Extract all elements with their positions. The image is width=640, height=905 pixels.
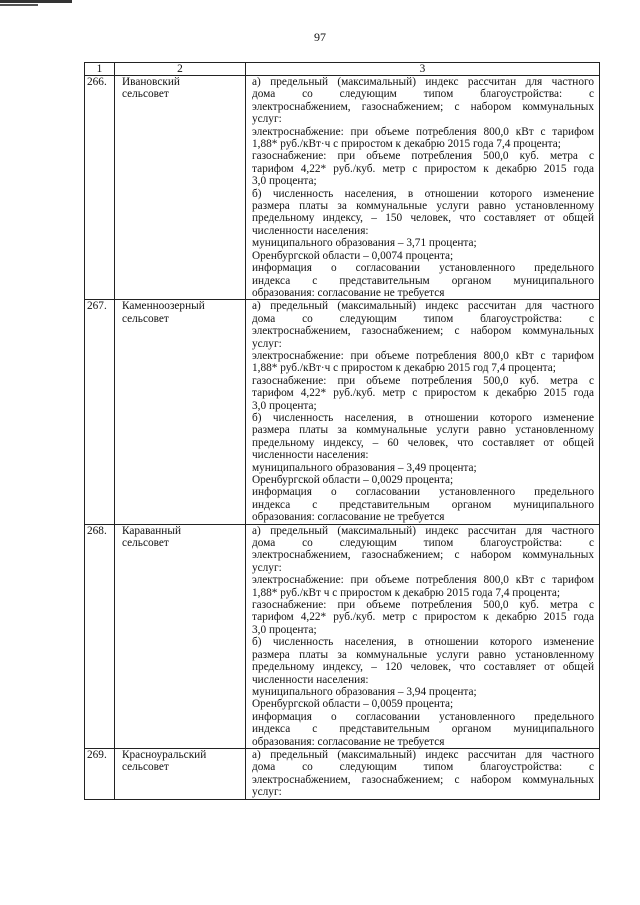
municipality-name	[115, 76, 246, 300]
page-number: 97	[314, 30, 326, 44]
index-description	[246, 300, 600, 524]
description-line: электроснабжением, газоснабжением; с набором коммунальных	[252, 325, 594, 338]
tariff-table	[84, 62, 600, 800]
description-line: образования: согласование не требуется	[252, 735, 445, 748]
table-row	[85, 748, 600, 799]
description-line: б) численность населения, в отношении которого изменение	[252, 636, 594, 649]
description-line: индекса с представительным органом муниципального	[252, 274, 594, 287]
row-number: 268.	[85, 524, 115, 748]
municipality-name-line: Караванный	[122, 524, 181, 537]
description-line: 1,88* руб./кВт ч с приростом к декабрю 2015 года 7,4 процента;	[252, 586, 560, 599]
description-line: 3,0 процента;	[252, 623, 317, 636]
description-line: предельному индексу, – 60 человек, что составляет от общей	[252, 436, 594, 449]
description-line: 3,0 процента;	[252, 399, 317, 412]
description-line: информация о согласовании установленного предельного	[252, 710, 594, 723]
description-line: размера платы за коммунальные услуги равно установленному	[252, 648, 594, 661]
description-line: услуг:	[252, 337, 282, 350]
description-line: 3,0 процента;	[252, 175, 317, 188]
index-description	[246, 76, 600, 300]
description-line: электроснабжением, газоснабжением; с набором коммунальных	[252, 100, 594, 113]
description-line: индекса с представительным органом муниципального	[252, 723, 594, 736]
description-line: электроснабжением, газоснабжением; с набором коммунальных	[252, 549, 594, 562]
table-row	[85, 76, 600, 300]
description-line: информация о согласовании установленного предельного	[252, 262, 594, 275]
description-line: муниципального образования – 3,94 процента;	[252, 685, 477, 698]
description-line: размера платы за коммунальные услуги равно установленному	[252, 200, 594, 213]
description-line: численности населения:	[252, 449, 369, 462]
municipality-name-line: сельсовет	[122, 537, 169, 550]
municipality-name	[115, 300, 246, 524]
description-line: электроснабжение: при объеме потребления 800,0 кВт с тарифом	[252, 574, 594, 587]
description-line: образования: согласование не требуется	[252, 511, 445, 524]
municipality-name-line: Каменноозерный	[122, 300, 205, 313]
description-line: Оренбургской области – 0,0074 процента;	[252, 249, 454, 262]
column-header-3: 3	[246, 63, 600, 76]
municipality-name-line: сельсовет	[122, 761, 169, 774]
description-line: численности населения:	[252, 673, 369, 686]
description-line: тарифом 4,22* руб./куб. метр с приростом к декабрю 2015 года	[252, 387, 594, 400]
row-number: 269.	[85, 748, 115, 799]
description-line: б) численность населения, в отношении которого изменение	[252, 187, 594, 200]
description-line: тарифом 4,22* руб./куб. метр с приростом к декабрю 2015 года	[252, 611, 594, 624]
description-line: предельному индексу, – 150 человек, что составляет от общей	[252, 212, 594, 225]
description-line: дома со следующим типом благоустройства: с	[252, 312, 594, 325]
description-line: индекса с представительным органом муниципального	[252, 498, 594, 511]
description-line: газоснабжение: при объеме потребления 500,0 куб. метра с	[252, 599, 594, 612]
description-line: муниципального образования – 3,49 процента;	[252, 461, 477, 474]
description-line: услуг:	[252, 113, 282, 126]
column-header-2: 2	[115, 63, 246, 76]
description-line: а) предельный (максимальный) индекс рассчитан для частного	[252, 76, 594, 88]
description-line: предельному индексу, – 120 человек, что составляет от общей	[252, 661, 594, 674]
description-line: размера платы за коммунальные услуги равно установленному	[252, 424, 594, 437]
description-line: а) предельный (максимальный) индекс рассчитан для частного	[252, 300, 594, 313]
table-row	[85, 300, 600, 524]
description-line: численности населения:	[252, 224, 369, 237]
row-number: 267.	[85, 300, 115, 524]
scan-artifact	[0, 4, 38, 6]
index-description	[246, 524, 600, 748]
description-line: электроснабжением, газоснабжением; с набором коммунальных	[252, 773, 594, 786]
description-line: 1,88* руб./кВт·ч с приростом к декабрю 2015 года 7,4 процента;	[252, 138, 561, 151]
description-line: тарифом 4,22* руб./куб. метр с приростом к декабрю 2015 года	[252, 162, 594, 175]
row-number: 266.	[85, 76, 115, 300]
municipality-name-line: сельсовет	[122, 312, 169, 325]
description-line: б) численность населения, в отношении которого изменение	[252, 411, 594, 424]
description-line: Оренбургской области – 0,0029 процента;	[252, 474, 454, 486]
description-line: дома со следующим типом благоустройства: с	[252, 88, 594, 101]
description-line: информация о согласовании установленного предельного	[252, 486, 594, 499]
description-line: услуг:	[252, 561, 282, 574]
description-line: услуг:	[252, 786, 282, 799]
description-line: газоснабжение: при объеме потребления 500,0 куб. метра с	[252, 374, 594, 387]
description-line: а) предельный (максимальный) индекс рассчитан для частного	[252, 748, 594, 761]
municipality-name-line: Ивановский	[122, 76, 180, 88]
municipality-name-line: сельсовет	[122, 88, 169, 101]
description-line: муниципального образования – 3,71 процента;	[252, 237, 477, 250]
description-line: а) предельный (максимальный) индекс рассчитан для частного	[252, 524, 594, 537]
municipality-name-line: Красноуральский	[122, 748, 207, 761]
table-body	[85, 76, 600, 800]
description-line: 1,88* руб./кВт·ч с приростом к декабрю 2015 год 7,4 процента;	[252, 362, 556, 375]
description-line: образования: согласование не требуется	[252, 286, 445, 299]
description-line: электроснабжение: при объеме потребления 800,0 кВт с тарифом	[252, 349, 594, 362]
scan-artifact	[0, 0, 72, 3]
municipality-name	[115, 524, 246, 748]
table-header-row	[85, 63, 600, 76]
description-line: Оренбургской области – 0,0059 процента;	[252, 698, 454, 711]
column-header-1: 1	[85, 63, 115, 76]
description-line: электроснабжение: при объеме потребления 800,0 кВт с тарифом	[252, 125, 594, 138]
index-description	[246, 748, 600, 799]
description-line: дома со следующим типом благоустройства: с	[252, 537, 594, 550]
municipality-name	[115, 748, 246, 799]
description-line: дома со следующим типом благоустройства: с	[252, 761, 594, 774]
description-line: газоснабжение: при объеме потребления 500,0 куб. метра с	[252, 150, 594, 163]
table-row	[85, 524, 600, 748]
